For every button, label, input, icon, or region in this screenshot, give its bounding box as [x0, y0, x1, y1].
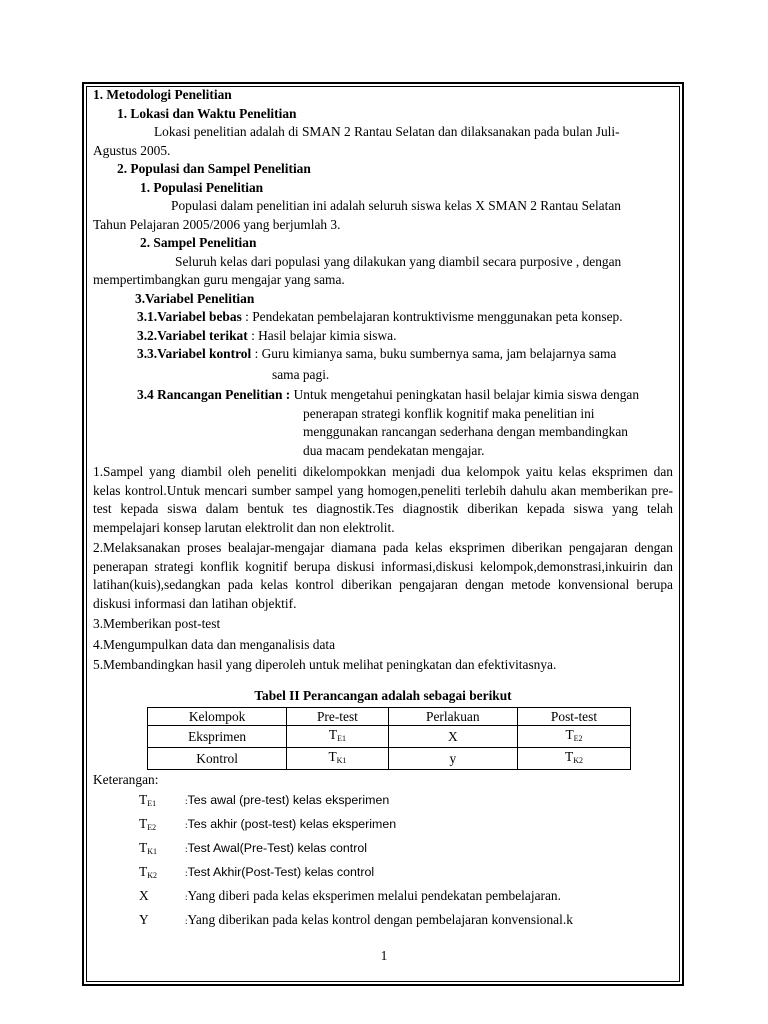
symbol: T	[139, 815, 148, 831]
legend-colon: :	[185, 795, 188, 806]
header-cell: Kelompok	[148, 708, 287, 726]
table-row	[148, 748, 631, 770]
legend-item	[93, 838, 673, 862]
legend-item	[93, 790, 673, 814]
page-number: 1	[380, 948, 388, 963]
variable-row-terikat	[93, 327, 673, 346]
legend-description: Test Akhir(Post-Test) kelas control	[187, 864, 375, 879]
subsection-title-variabel: 3.Variabel Penelitian	[135, 290, 255, 306]
treatment-cell: y	[388, 748, 517, 770]
step-paragraph-3: 3.Memberikan post-test	[93, 616, 221, 631]
variable-continuation: sama pagi.	[272, 366, 330, 382]
symbol-subscript: E2	[147, 822, 157, 832]
header-cell: Post-test	[517, 708, 630, 726]
legend-item	[93, 814, 673, 838]
table-row	[148, 726, 631, 748]
legend-symbol	[93, 862, 185, 886]
variable-label: 3.3.Variabel kontrol	[137, 346, 252, 361]
variable-row-rancangan	[93, 386, 673, 405]
header-cell: Pre-test	[287, 708, 388, 726]
subsection-title-lokasi: 1. Lokasi dan Waktu Penelitian	[117, 105, 297, 121]
step-paragraph-4: 4.Mengumpulkan data dan menganalisis data	[93, 636, 336, 652]
variable-continuation: menggunakan rancangan sederhana dengan membandingkan	[303, 424, 628, 439]
legend-description: Test Awal(Pre-Test) kelas control	[187, 840, 368, 855]
variable-text: Untuk mengetahui peningkatan hasil belajar kimia siswa dengan	[290, 387, 640, 402]
legend-symbol	[93, 814, 185, 838]
header-cell: Perlakuan	[388, 708, 517, 726]
legend-description: Yang diberi pada kelas eksperimen melalui pendekatan pembelajaran.	[187, 887, 561, 903]
symbol-subscript: K1	[336, 756, 347, 765]
symbol: X	[139, 887, 149, 903]
symbol: T	[565, 727, 574, 742]
paragraph-line: Tahun Pelajaran 2005/2006 yang berjumlah 3.	[93, 216, 341, 232]
step-paragraph-5: 5.Membandingkan hasil yang diperoleh untuk melihat peningkatan dan efektivitasnya.	[93, 657, 557, 672]
variable-text: : Hasil belajar kimia siswa.	[247, 327, 397, 343]
legend-description: Tes akhir (post-test) kelas eksperimen	[187, 816, 397, 831]
symbol: T	[139, 791, 148, 807]
group-cell: Kontrol	[148, 748, 287, 770]
posttest-cell	[517, 748, 630, 770]
variable-label: 3.4 Rancangan Penelitian :	[137, 387, 291, 402]
pretest-cell	[287, 726, 388, 748]
symbol: T	[139, 839, 148, 855]
legend-colon: :	[185, 819, 188, 830]
symbol-subscript: E1	[147, 798, 157, 808]
subsection-title-populasi-sampel: 2. Populasi dan Sampel Penelitian	[117, 161, 311, 176]
document-body	[93, 86, 673, 934]
variable-label: 3.2.Variabel terikat	[137, 327, 248, 343]
legend-symbol	[93, 790, 185, 814]
treatment-cell: X	[388, 726, 517, 748]
legend-symbol	[93, 838, 185, 862]
variable-text: : Guru kimianya sama, buku sumbernya sama, jam belajarnya sama	[251, 346, 617, 361]
symbol: T	[139, 863, 148, 879]
legend-colon: :	[185, 843, 188, 854]
legend-symbol	[93, 910, 185, 934]
paragraph-line: mempertimbangkan guru mengajar yang sama.	[93, 272, 345, 287]
step-paragraph-1: 1.Sampel yang diambil oleh peneliti dikelompokkan menjadi dua kelompok yaitu kelas eksprimen dan kelas kontrol.Untuk mencari sumber sampel yang homogen,peneliti terlebih dahulu akan memberikan pre-test kepada siswa dalam bentuk tes diagnostik.Tes diagnostik diberikan kepada siswa yang telah mempelajari konsep larutan elektrolit dan non elektrolit.	[93, 464, 673, 535]
design-table	[147, 707, 631, 770]
legend-item	[93, 910, 673, 934]
legend-item	[93, 862, 673, 886]
paragraph-line: Populasi dalam penelitian ini adalah seluruh siswa kelas X SMAN 2 Rantau Selatan	[171, 198, 621, 213]
legend-item	[93, 886, 673, 910]
legend-colon: :	[185, 915, 188, 926]
paragraph-line: Seluruh kelas dari populasi yang dilakukan yang diambil secara purposive , dengan	[175, 253, 622, 269]
symbol-subscript: K2	[573, 756, 583, 765]
legend-title: Keterangan:	[93, 772, 159, 787]
section-heading: 1. Metodologi Penelitian	[93, 87, 232, 102]
variable-row-bebas	[93, 308, 673, 327]
paragraph-line: Lokasi penelitian adalah di SMAN 2 Rantau Selatan dan dilaksanakan pada bulan Juli-	[154, 124, 620, 139]
posttest-cell	[517, 726, 630, 748]
symbol-subscript: K2	[147, 870, 157, 880]
group-cell: Eksprimen	[148, 726, 287, 748]
variable-continuation: penerapan strategi konflik kognitif maka penelitian ini	[303, 405, 595, 421]
symbol: T	[328, 749, 337, 764]
sub-subsection-title-sampel: 2. Sampel Penelitian	[140, 235, 257, 250]
legend-description: Tes awal (pre-test) kelas eksperimen	[187, 792, 390, 807]
variable-label: 3.1.Variabel bebas	[137, 309, 242, 324]
variable-row-kontrol	[93, 345, 673, 364]
symbol-subscript: K1	[147, 846, 157, 856]
symbol-subscript: E1	[337, 734, 346, 743]
paragraph-line: Agustus 2005.	[93, 142, 171, 158]
symbol: T	[328, 727, 338, 742]
variable-continuation: dua macam pendekatan mengajar.	[303, 442, 485, 458]
legend-colon: :	[185, 867, 188, 878]
symbol: T	[565, 749, 574, 764]
pretest-cell	[287, 748, 388, 770]
variable-text: : Pendekatan pembelajaran kontruktivisme menggunakan peta konsep.	[241, 309, 623, 324]
legend-description: Yang diberikan pada kelas kontrol dengan pembelajaran konvensional.k	[187, 911, 573, 927]
legend-symbol	[93, 886, 185, 910]
legend-colon: :	[185, 891, 188, 902]
symbol-subscript: E2	[573, 734, 583, 743]
sub-subsection-title-populasi: 1. Populasi Penelitian	[140, 179, 264, 195]
table-header-row	[148, 708, 631, 726]
table-title: Tabel II Perancangan adalah sebagai berikut	[254, 687, 512, 703]
symbol: Y	[139, 911, 149, 927]
step-paragraph-2: 2.Melaksanakan proses bealajar-mengajar diamana pada kelas eksprimen diberikan pengajaran dengan penerapan strategi konflik kognitif berupa diskusi informasi,diskusi kelompok,demonstrasi,inkuirin dan latihan(kuis),sedangkan pada kelas kontrol diberikan pengajaran dengan metode konvensional berupa diskusi informasi dan latihan objektif.	[93, 540, 673, 611]
